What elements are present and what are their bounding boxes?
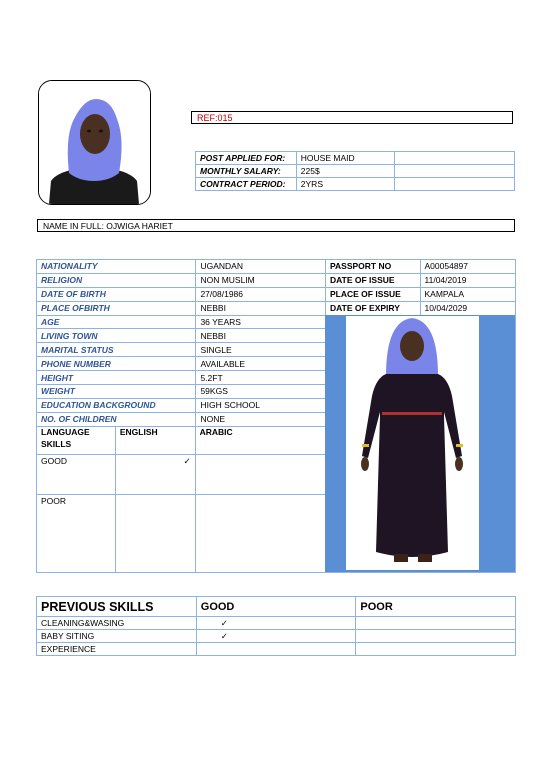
- table-row: [326, 273, 516, 287]
- skill-good: [196, 643, 356, 656]
- arabic-header: ARABIC: [195, 426, 325, 454]
- field-value: 36 YEARS: [196, 315, 326, 329]
- reference-number: REF:015: [191, 111, 513, 124]
- previous-skills-table: [36, 596, 516, 656]
- table-row: [37, 454, 326, 494]
- table-row: [37, 494, 326, 572]
- issue-place-value: KAMPALA: [420, 287, 515, 301]
- table-row: [37, 597, 516, 617]
- field-value: NEBBI: [196, 301, 326, 315]
- contract-value: 2YRS: [296, 178, 394, 191]
- table-row: [196, 152, 515, 165]
- field-label: NATIONALITY: [37, 260, 196, 274]
- table-row: [196, 178, 515, 191]
- full-body-photo: [346, 316, 479, 570]
- table-row: [37, 260, 326, 274]
- post-value: HOUSE MAID: [296, 152, 394, 165]
- passport-no-value: A00054897: [420, 260, 515, 274]
- arabic-good: [195, 454, 325, 494]
- table-row: [37, 398, 326, 412]
- passport-no-label: PASSPORT NO: [326, 260, 421, 274]
- field-value: NEBBI: [196, 329, 326, 343]
- skill-label: CLEANING&WASING: [37, 617, 197, 630]
- poor-header: POOR: [356, 597, 516, 617]
- table-row: [326, 287, 516, 301]
- language-skills-header: LANGUAGE SKILLS: [37, 426, 116, 454]
- previous-skills-title: PREVIOUS SKILLS: [37, 597, 197, 617]
- good-label: GOOD: [37, 454, 116, 494]
- field-label: DATE OF BIRTH: [37, 287, 196, 301]
- poor-label: POOR: [37, 494, 116, 572]
- table-row: [37, 643, 516, 656]
- table-row: [37, 412, 326, 426]
- post-label: POST APPLIED FOR:: [196, 152, 297, 165]
- issue-date-value: 11/04/2019: [420, 273, 515, 287]
- salary-value: 225$: [296, 165, 394, 178]
- english-good-check: ✓: [115, 454, 195, 494]
- field-label: PHONE NUMBER: [37, 357, 196, 371]
- expiry-value: 10/04/2029: [420, 301, 515, 315]
- field-label: WEIGHT: [37, 385, 196, 399]
- field-label: LIVING TOWN: [37, 329, 196, 343]
- table-row: [37, 630, 516, 643]
- table-row: [37, 426, 326, 454]
- skill-poor: [356, 630, 516, 643]
- table-row: [37, 329, 326, 343]
- field-value: AVAILABLE: [196, 357, 326, 371]
- table-row: [196, 165, 515, 178]
- full-name: NAME IN FULL: OJWIGA HARIET: [37, 219, 515, 232]
- issue-date-label: DATE OF ISSUE: [326, 273, 421, 287]
- english-header: ENGLISH: [115, 426, 195, 454]
- field-label: EDUCATION BACKGROUND: [37, 398, 196, 412]
- skill-poor: [356, 643, 516, 656]
- field-label: HEIGHT: [37, 371, 196, 385]
- field-value: HIGH SCHOOL: [196, 398, 326, 412]
- table-row: [326, 301, 516, 315]
- skill-poor: [356, 617, 516, 630]
- skill-label: BABY SITING: [37, 630, 197, 643]
- field-value: NONE: [196, 412, 326, 426]
- post-table: [195, 151, 515, 191]
- contract-label: CONTRACT PERIOD:: [196, 178, 297, 191]
- table-row: [37, 301, 326, 315]
- table-row: [37, 273, 326, 287]
- field-value: 59KGS: [196, 385, 326, 399]
- field-label: NO. OF CHILDREN: [37, 412, 196, 426]
- issue-place-label: PLACE OF ISSUE: [326, 287, 421, 301]
- language-table: [36, 426, 326, 573]
- table-row: [37, 357, 326, 371]
- skill-label: EXPERIENCE: [37, 643, 197, 656]
- field-value: SINGLE: [196, 343, 326, 357]
- field-value: 27/08/1986: [196, 287, 326, 301]
- field-value: 5.2FT: [196, 371, 326, 385]
- field-label: RELIGION: [37, 273, 196, 287]
- table-row: [37, 315, 326, 329]
- portrait-photo: [38, 80, 151, 205]
- skill-good-check: ✓: [196, 617, 356, 630]
- table-row: [37, 343, 326, 357]
- english-poor: [115, 494, 195, 572]
- field-value: NON MUSLIM: [196, 273, 326, 287]
- salary-label: MONTHLY SALARY:: [196, 165, 297, 178]
- table-row: [37, 371, 326, 385]
- field-label: MARITAL STATUS: [37, 343, 196, 357]
- personal-table: [36, 259, 326, 427]
- table-row: [326, 260, 516, 274]
- field-value: UGANDAN: [196, 260, 326, 274]
- good-header: GOOD: [196, 597, 356, 617]
- expiry-label: DATE OF EXPIRY: [326, 301, 421, 315]
- table-row: [37, 385, 326, 399]
- table-row: [37, 617, 516, 630]
- field-label: AGE: [37, 315, 196, 329]
- table-row: [37, 287, 326, 301]
- arabic-poor: [195, 494, 325, 572]
- passport-table: [325, 259, 516, 316]
- skill-good-check: ✓: [196, 630, 356, 643]
- field-label: PLACE OFBIRTH: [37, 301, 196, 315]
